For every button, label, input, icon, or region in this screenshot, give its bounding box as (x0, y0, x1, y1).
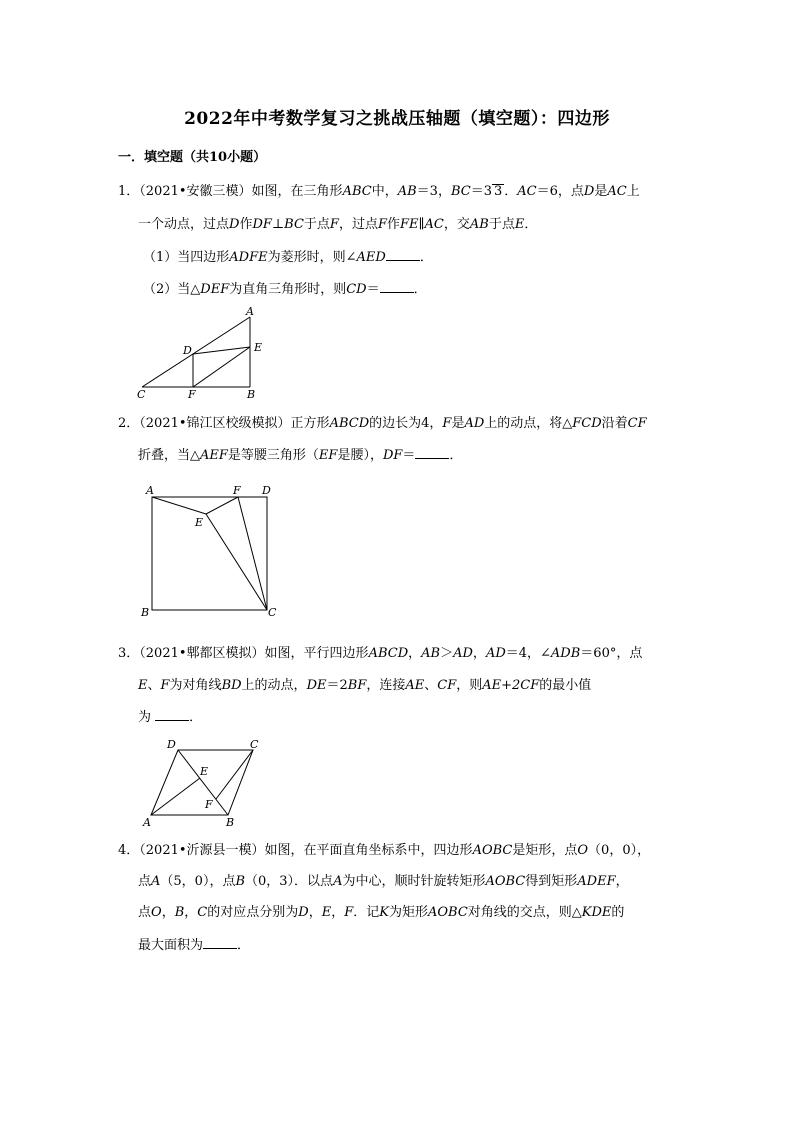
segment-ca (142, 317, 250, 387)
answer-blank (380, 280, 414, 293)
problem-2-line-1: 2．（2021•锦江区校级模拟）正方形ABCD的边长为4，F是AD上的动点，将△FCD沿着CF (118, 416, 647, 431)
problem-4-line-4: 最大面积为 ． (138, 938, 251, 953)
problem-2-line-2: 折叠，当△AEF是等腰三角形（EF是腰），DF＝ ． (138, 448, 463, 463)
label-e: E (195, 516, 204, 529)
label-e: E (254, 341, 263, 354)
label-a: A (143, 816, 151, 829)
problem-3-figure (138, 735, 273, 830)
sqrt-three: 3 (493, 184, 503, 199)
label-b: B (226, 816, 235, 829)
answer-blank (386, 248, 420, 261)
parallelogram-abcd (151, 750, 253, 815)
label-f: F (188, 388, 196, 401)
problem-2-figure (138, 482, 283, 622)
section-heading: 一．填空题（共10小题） (118, 150, 267, 165)
segment-ec (206, 514, 267, 610)
segment-ef (206, 497, 238, 514)
label-f: F (233, 484, 241, 497)
diagonal-db (178, 750, 228, 815)
answer-blank (203, 936, 237, 949)
problem-3-line-1: 3．（2021•郫都区模拟）如图，平行四边形ABCD，AB＞AD，AD＝4，∠ADB＝60°，点 (118, 646, 643, 661)
problem-3-line-2: E、F为对角线BD上的动点，DE＝2BF，连接AE、CF，则AE+2CF的最小值 (138, 678, 592, 693)
label-c: C (268, 606, 277, 619)
label-c: C (250, 738, 259, 751)
label-d: D (183, 344, 192, 357)
label-a: A (246, 305, 254, 318)
label-b: B (141, 606, 150, 619)
problem-4-line-2: 点A（5，0），点B（0，3）．以点A为中心，顺时针旋转矩形AOBC得到矩形ADEF， (138, 874, 629, 889)
label-b: B (247, 388, 256, 401)
label-a: A (146, 484, 154, 497)
problem-1-line-1: 1．（2021•安徽三模）如图，在三角形ABC中，AB＝3，BC＝3 3 ．AC＝6，点D是AC上 (118, 184, 640, 199)
label-d: D (262, 484, 271, 497)
problem-1-line-2: 一个动点，过点D作DF⊥BC于点F，过点F作FE∥AC，交AB于点E． (138, 217, 538, 232)
problem-1-figure (130, 305, 280, 400)
label-c: C (137, 388, 146, 401)
answer-blank (415, 446, 449, 459)
problem-1-part-1: （1）当四边形ADFE为菱形时，则∠AED ． (143, 250, 433, 265)
problem-4-line-1: 4．（2021•沂源县一模）如图，在平面直角坐标系中，四边形AOBC是矩形，点O（0，0）， (118, 843, 651, 858)
segment-cf (216, 750, 253, 799)
label-f: F (205, 798, 213, 811)
label-e: E (200, 765, 209, 778)
page-title: 2022年中考数学复习之挑战压轴题（填空题）：四边形 (184, 109, 610, 129)
square-abcd (152, 497, 267, 610)
problem-1-part-2: （2）当△DEF为直角三角形时，则CD＝ ． (143, 282, 427, 297)
label-d: D (167, 738, 176, 751)
problem-3-line-3: 为 ． (138, 710, 203, 725)
answer-blank (155, 708, 189, 721)
problem-4-line-3: 点O，B，C的对应点分别为D，E，F．记K为矩形AOBC对角线的交点，则△KDE的 (138, 905, 625, 920)
segment-fc (238, 497, 267, 610)
segment-ae (152, 497, 206, 514)
